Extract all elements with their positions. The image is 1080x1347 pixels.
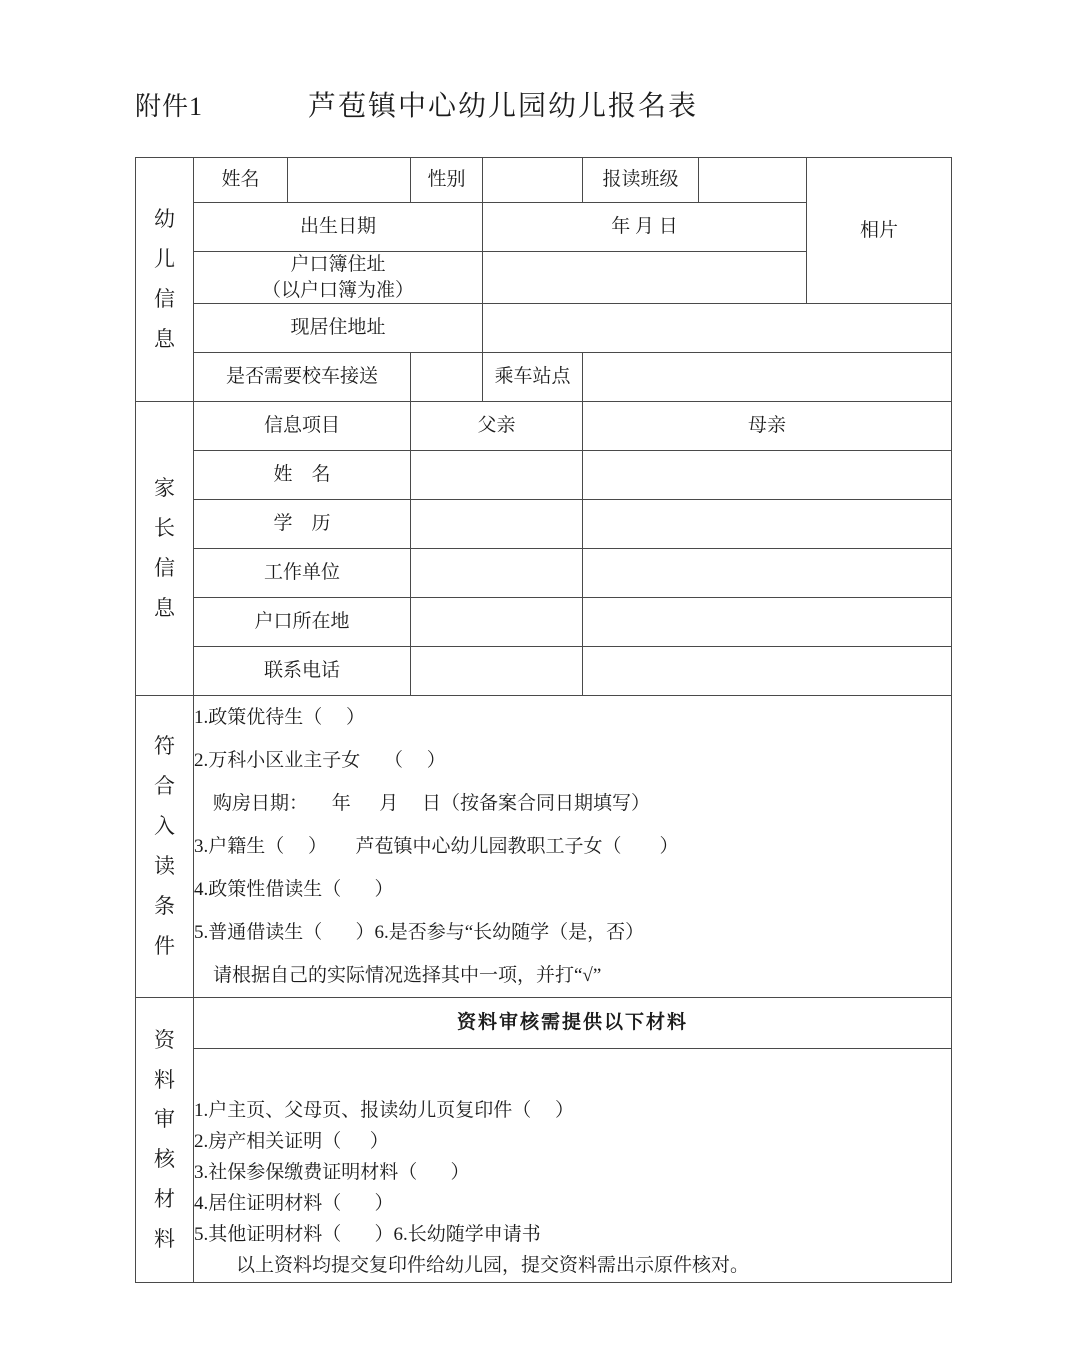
condition-purchase-date[interactable]: 购房日期： 年 月 日（按备案合同日期填写） [194,792,651,814]
table-row [136,549,952,598]
vchar: 息 [154,595,175,620]
bus-stop-input[interactable] [583,353,952,402]
material-item-1[interactable]: 1.户主页、父母页、报读幼儿页复印件（ ） [194,1099,575,1121]
parent-info-vertical-text [154,469,175,629]
condition-item-1[interactable]: 1.政策优待生（ ） [194,706,366,728]
section-label-conditions [136,696,194,998]
hukou-address-label-line2: （以户口簿为准） [261,279,414,301]
parent-row-mother-input[interactable] [583,500,952,549]
vchar: 息 [154,326,175,351]
vchar: 信 [154,286,175,311]
child-class-input[interactable] [699,158,807,203]
hukou-address-label-line1: 户口簿住址 [290,254,386,275]
section-label-child-info [136,158,194,402]
parent-row-label: 姓 名 [194,451,411,500]
section-label-parent-info [136,402,194,696]
condition-item-4[interactable]: 4.政策性借读生（ ） [194,878,394,900]
parent-column-header-item: 信息项目 [194,402,411,451]
table-row-materials-list [136,1049,952,1283]
form-title: 芦苞镇中心幼儿园幼儿报名表 [308,91,699,122]
parent-row-label: 户口所在地 [194,598,411,647]
materials-heading: 资料审核需提供以下材料 [194,998,952,1049]
vchar: 材 [154,1187,175,1212]
child-gender-input[interactable] [483,158,583,203]
birth-date-label: 出生日期 [194,203,483,252]
condition-instruction: 请根据自己的实际情况选择其中一项，并打“√” [194,964,602,986]
photo-placeholder: 相片 [807,158,952,304]
vchar: 入 [154,813,175,838]
current-address-label: 现居住地址 [194,304,483,353]
parent-row-mother-input[interactable] [583,647,952,696]
vchar: 资 [154,1027,175,1052]
birth-date-input[interactable]: 年 月 日 [483,203,807,252]
vchar: 符 [154,734,175,759]
hukou-address-label [194,252,483,304]
vchar: 合 [154,774,175,798]
conditions-vertical-text [154,727,175,966]
material-item-5-6[interactable]: 5.其他证明材料（ ）6.长幼随学申请书 [194,1223,541,1245]
table-row-conditions [136,696,952,998]
table-row-materials-heading [136,998,952,1049]
materials-spacer [194,1049,951,1095]
material-item-3[interactable]: 3.社保参保缴费证明材料（ ） [194,1161,470,1183]
child-class-label: 报读班级 [583,158,699,203]
parent-row-father-input[interactable] [411,451,583,500]
parent-row-mother-input[interactable] [583,451,952,500]
registration-form-table [135,157,952,1283]
material-item-4[interactable]: 4.居住证明材料（ ） [194,1192,394,1214]
parent-row-label: 联系电话 [194,647,411,696]
page-title [135,78,950,130]
child-gender-label: 性别 [411,158,483,203]
vchar: 条 [154,893,175,918]
hukou-address-input[interactable] [483,252,807,304]
vchar: 料 [154,1227,175,1252]
table-row-parent-header [136,402,952,451]
table-row-child-name [136,158,952,203]
table-row-current-address [136,304,952,353]
condition-item-5-6[interactable]: 5.普通借读生（ ）6.是否参与“长幼随学（是，否） [194,921,645,943]
parent-column-header-mother: 母亲 [583,402,952,451]
table-row [136,598,952,647]
condition-item-3[interactable]: 3.户籍生（ ） 芦苞镇中心幼儿园教职工子女（ ） [194,835,679,857]
vchar: 核 [154,1147,175,1172]
parent-row-father-input[interactable] [411,647,583,696]
conditions-list [194,696,952,998]
vchar: 长 [154,515,175,540]
parent-row-label: 学 历 [194,500,411,549]
vchar: 读 [154,853,175,878]
vchar: 信 [154,555,175,580]
child-name-input[interactable] [288,158,411,203]
current-address-input[interactable] [483,304,952,353]
parent-row-father-input[interactable] [411,598,583,647]
materials-vertical-text [154,1021,175,1260]
table-row-school-bus [136,353,952,402]
parent-row-label: 工作单位 [194,549,411,598]
material-item-2[interactable]: 2.房产相关证明（ ） [194,1130,389,1152]
materials-list [194,1049,952,1283]
parent-row-mother-input[interactable] [583,549,952,598]
child-name-label: 姓名 [194,158,288,203]
parent-row-mother-input[interactable] [583,598,952,647]
table-row [136,451,952,500]
table-row [136,647,952,696]
table-row [136,500,952,549]
vchar: 审 [154,1107,175,1132]
bus-stop-label: 乘车站点 [483,353,583,402]
parent-row-father-input[interactable] [411,549,583,598]
parent-row-father-input[interactable] [411,500,583,549]
school-bus-label: 是否需要校车接送 [194,353,411,402]
attachment-label: 附件1 [135,91,204,121]
vchar: 件 [154,933,175,958]
materials-note: 以上资料均提交复印件给幼儿园，提交资料需出示原件核对。 [236,1255,750,1277]
parent-column-header-father: 父亲 [411,402,583,451]
vchar: 料 [154,1067,175,1092]
section-label-materials [136,998,194,1283]
school-bus-input[interactable] [411,353,483,402]
vchar: 幼 [154,206,175,231]
child-info-vertical-text [154,200,175,360]
vchar: 儿 [154,246,175,271]
vchar: 家 [154,476,175,500]
condition-item-2[interactable]: 2.万科小区业主子女 （ ） [194,749,446,771]
